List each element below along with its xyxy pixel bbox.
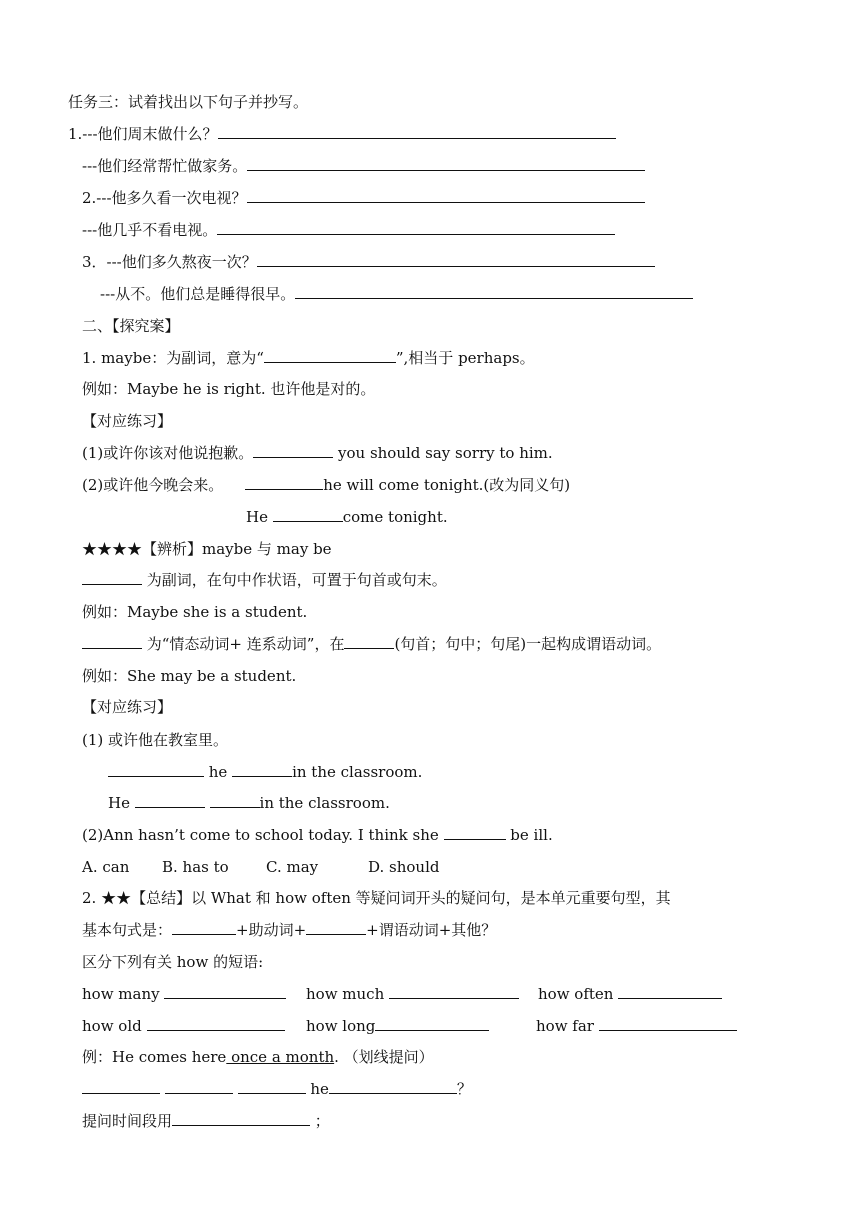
ask-blank-1[interactable] — [82, 1079, 160, 1094]
q2b-text: ---他几乎不看电视。 — [82, 221, 218, 239]
phrase-blank[interactable] — [375, 1016, 489, 1031]
q1b-text: ---他们经常帮忙做家务。 — [82, 157, 248, 175]
duration-end: ； — [310, 1112, 330, 1130]
task3-q3b — [100, 284, 693, 304]
ask-blank-2[interactable] — [165, 1079, 233, 1094]
practice-3-cn: (1) 或许他在教室里。 — [82, 731, 229, 749]
practice-3a-he: he — [204, 763, 233, 781]
analysis-heading: ★★★★【辨析】maybe 与 may be — [82, 540, 332, 558]
summary-example-post: . （划线提问） — [334, 1048, 434, 1066]
practice-4-options — [82, 857, 439, 877]
practice-2-en: he will come tonight.(改为同义句) — [323, 476, 571, 494]
maybe-definition — [82, 348, 535, 368]
practice-3b-he: He — [108, 794, 135, 812]
practice-2b-he: He — [246, 508, 273, 526]
practice-2b — [246, 507, 448, 527]
practice-1-cn: (1)或许你该对他说抱歉。 — [82, 444, 254, 462]
phrase-blank[interactable] — [599, 1016, 737, 1031]
q3b-text: ---从不。他们总是睡得很早。 — [100, 285, 296, 303]
explore-heading: 二、【探究案】 — [82, 317, 180, 335]
ask-blank-3[interactable] — [238, 1079, 306, 1094]
practice-3b-blank-1[interactable] — [135, 793, 205, 808]
phrase-blank[interactable] — [389, 984, 519, 999]
analysis-2b-text: (句首；句中；句尾)一起构成谓语动词。 — [394, 635, 662, 653]
analysis-line-2 — [82, 634, 661, 654]
phrase-text: how old — [82, 1017, 147, 1035]
practice-1-blank[interactable] — [253, 443, 333, 458]
q1a-blank[interactable] — [218, 124, 616, 139]
example-1: 例如：Maybe he is right. 也许他是对的。 — [82, 380, 376, 398]
summary-blank-1[interactable] — [172, 920, 236, 935]
summary-duration — [82, 1111, 330, 1131]
phrase-text: how often — [538, 985, 619, 1003]
phrase-text: how much — [306, 985, 390, 1003]
practice-3b — [108, 793, 390, 813]
task3-q3a — [82, 252, 655, 272]
ask-he: he — [310, 1080, 329, 1098]
q3b-blank[interactable] — [295, 284, 693, 299]
phrase-blank[interactable] — [147, 1016, 285, 1031]
practice-4 — [82, 825, 553, 845]
ask-end: ？ — [456, 1080, 472, 1098]
option-b[interactable]: B. has to — [162, 858, 229, 876]
phrase-how-far — [536, 1016, 737, 1036]
practice-2b-blank[interactable] — [273, 507, 343, 522]
practice-3b-blank-2[interactable] — [210, 793, 260, 808]
practice-2 — [82, 475, 570, 495]
phrase-text: how long — [306, 1017, 376, 1035]
practice-4-text: (2)Ann hasn’t come to school today. I think she — [82, 826, 444, 844]
analysis-2-blank[interactable] — [82, 634, 142, 649]
phrase-how-long — [306, 1016, 489, 1036]
maybe-def-pre: 1. maybe：为副词，意为“ — [82, 349, 264, 367]
phrase-how-old — [82, 1016, 285, 1036]
practice-heading-2: 【对应练习】 — [82, 698, 173, 716]
duration-blank[interactable] — [172, 1111, 310, 1126]
analysis-1-blank[interactable] — [82, 570, 142, 585]
summary-2-mid1: +助动词+ — [236, 921, 307, 939]
practice-2-cn: (2)或许他今晚会来。 — [82, 476, 224, 494]
summary-line-1: 2. ★★【总结】以 What 和 how often 等疑问词开头的疑问句，是本单元重要句型，其 — [82, 889, 671, 907]
phrase-blank[interactable] — [164, 984, 286, 999]
summary-example — [82, 1047, 434, 1067]
q2a-blank[interactable] — [247, 188, 645, 203]
task3-title: 任务三：试着找出以下句子并抄写。 — [68, 93, 309, 111]
analysis-2a-text: 为“情态动词+ 连系动词”，在 — [142, 635, 345, 653]
summary-2-pre: 基本句式是： — [82, 921, 173, 939]
option-d[interactable]: D. should — [368, 858, 440, 876]
q2b-blank[interactable] — [217, 220, 615, 235]
phrases-heading: 区分下列有关 how 的短语: — [82, 953, 264, 971]
practice-1-en: you should say sorry to him. — [333, 444, 553, 462]
option-a[interactable]: A. can — [82, 858, 130, 876]
task3-q2b — [82, 220, 615, 240]
q1a-text: 1.---他们周末做什么？ — [68, 125, 218, 143]
summary-blank-2[interactable] — [306, 920, 366, 935]
phrase-blank[interactable] — [618, 984, 722, 999]
option-c[interactable]: C. may — [266, 858, 319, 876]
summary-ask — [82, 1079, 472, 1099]
ask-blank-4[interactable] — [329, 1079, 457, 1094]
phrase-text: how far — [536, 1017, 599, 1035]
analysis-2-position-blank[interactable] — [344, 634, 394, 649]
practice-4-end: be ill. — [505, 826, 553, 844]
analysis-1-text: 为副词，在句中作状语，可置于句首或句末。 — [142, 571, 447, 589]
summary-example-pre: 例：He comes here — [82, 1048, 227, 1066]
q2a-text: 2.---他多久看一次电视？ — [82, 189, 247, 207]
phrase-text: how many — [82, 985, 165, 1003]
q3a-text: 3．---他们多久熬夜一次？ — [82, 253, 257, 271]
task3-q2a — [82, 188, 645, 208]
task3-q1b — [82, 156, 645, 176]
maybe-meaning-blank[interactable] — [264, 348, 396, 363]
practice-2-blank[interactable] — [245, 475, 323, 490]
q1b-blank[interactable] — [247, 156, 645, 171]
practice-3a — [108, 762, 422, 782]
summary-2-mid2: +谓语动词+其他？ — [366, 921, 497, 939]
task3-q1a — [68, 124, 616, 144]
summary-example-underlined: once a month — [226, 1048, 335, 1066]
summary-line-2 — [82, 920, 496, 940]
practice-3a-en: in the classroom. — [292, 763, 423, 781]
practice-4-blank[interactable] — [444, 825, 506, 840]
practice-3b-en: in the classroom. — [259, 794, 390, 812]
practice-heading-1: 【对应练习】 — [82, 412, 173, 430]
duration-pre: 提问时间段用 — [82, 1112, 173, 1130]
maybe-def-post: ”,相当于 perhaps。 — [395, 349, 535, 367]
practice-2b-en: come tonight. — [342, 508, 448, 526]
analysis-line-1 — [82, 570, 447, 590]
q3a-blank[interactable] — [257, 252, 655, 267]
practice-3a-blank-2[interactable] — [232, 762, 292, 777]
phrase-how-many — [82, 984, 286, 1004]
example-3: 例如：She may be a student. — [82, 667, 297, 685]
phrase-how-much — [306, 984, 519, 1004]
phrase-how-often — [538, 984, 722, 1004]
practice-1 — [82, 443, 553, 463]
example-2: 例如：Maybe she is a student. — [82, 603, 308, 621]
practice-3a-blank-1[interactable] — [108, 762, 204, 777]
